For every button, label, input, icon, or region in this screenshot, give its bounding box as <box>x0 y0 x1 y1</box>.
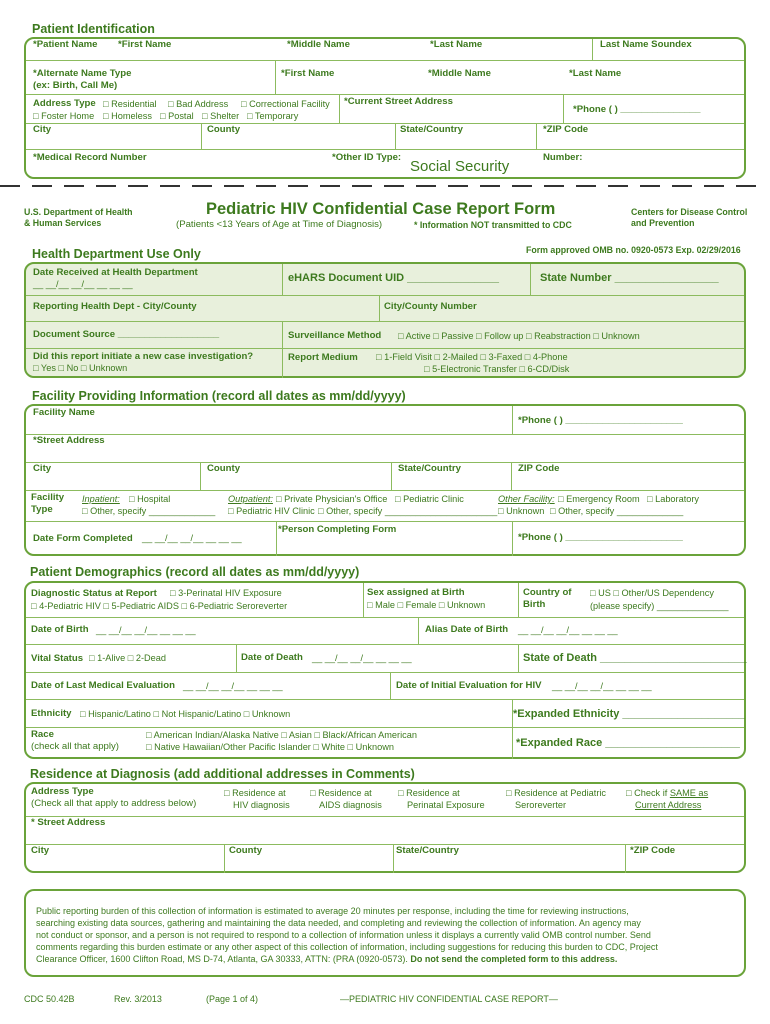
residential-checkbox[interactable]: □ Residential <box>103 99 157 109</box>
address-type-label: Address Type <box>33 98 96 109</box>
facility-unknown-checkbox[interactable]: □ Unknown <box>498 506 545 516</box>
initial-evaluation-field[interactable]: __ __/__ __/__ __ __ __ <box>552 681 652 691</box>
first-name-field[interactable]: *First Name <box>118 39 172 50</box>
zip-code-field[interactable]: *ZIP Code <box>543 124 589 135</box>
section-title-residence: Residence at Diagnosis (add additional addresses in Comments) <box>30 767 415 781</box>
correctional-facility-checkbox[interactable]: □ Correctional Facility <box>241 99 330 109</box>
residence-state-field[interactable]: State/Country <box>396 845 459 856</box>
alias-date-of-birth-field[interactable]: __ __/__ __/__ __ __ __ <box>518 625 618 635</box>
same-as-current-checkbox[interactable] <box>626 788 708 798</box>
inpatient-label: Inpatient: <box>82 494 120 504</box>
report-medium-options-1[interactable]: □ 1-Field Visit □ 2-Mailed □ 3-Faxed □ 4-Phone <box>376 352 568 362</box>
residence-city-field[interactable]: City <box>31 845 50 856</box>
alternate-name-example: (ex: Birth, Call Me) <box>33 80 118 91</box>
postal-checkbox[interactable]: □ Postal <box>160 111 194 121</box>
section-title-health-department: Health Department Use Only <box>32 247 201 261</box>
sex-at-birth-label: Sex assigned at Birth <box>367 587 465 598</box>
outpatient-label: Outpatient: <box>228 494 273 504</box>
other-id-type-label: *Other ID Type: <box>332 152 402 163</box>
current-street-address-field[interactable]: *Current Street Address <box>344 96 453 107</box>
last-name-field[interactable]: *Last Name <box>430 39 483 50</box>
surveillance-method-options[interactable]: □ Active □ Passive □ Follow up □ Reabstraction □ Unknown <box>398 331 640 341</box>
patient-name-label: *Patient Name <box>33 39 98 50</box>
burden-do-not-send: Do not send the completed form to this address. <box>410 954 618 964</box>
pediatric-clinic-checkbox[interactable]: □ Pediatric Clinic <box>395 494 464 504</box>
form-title: Pediatric HIV Confidential Case Report Form <box>206 200 556 218</box>
facility-state-field[interactable]: State/Country <box>398 463 461 474</box>
omb-approval: Form approved OMB no. 0920-0573 Exp. 02/29/2016 <box>526 245 741 255</box>
date-of-death-field[interactable]: __ __/__ __/__ __ __ __ <box>312 653 412 663</box>
other-facility-label: Other Facility: <box>498 494 555 504</box>
hospital-checkbox[interactable]: □ Hospital <box>129 494 171 504</box>
section-title-facility: Facility Providing Information (record all dates as mm/dd/yyyy) <box>32 389 406 403</box>
cdc-label-1: Centers for Disease Control <box>631 207 748 217</box>
residence-zip-field[interactable]: *ZIP Code <box>630 845 676 856</box>
ethnicity-options[interactable]: □ Hispanic/Latino □ Not Hispanic/Latino □ Unknown <box>80 709 291 719</box>
alt-last-name-field[interactable]: *Last Name <box>569 68 622 79</box>
expanded-race-field[interactable]: *Expanded Race ______________________ <box>516 737 740 749</box>
country-of-birth-label-1: Country of <box>523 587 572 598</box>
sex-at-birth-options[interactable]: □ Male □ Female □ Unknown <box>367 600 486 610</box>
residence-address-type-note: (Check all that apply to address below) <box>31 798 197 809</box>
hhs-label-1: U.S. Department of Health <box>24 207 133 217</box>
shelter-checkbox[interactable]: □ Shelter <box>202 111 240 121</box>
vital-status-options[interactable]: □ 1-Alive □ 2-Dead <box>89 653 166 663</box>
race-options-2[interactable]: □ Native Hawaiian/Other Pacific Islander □ White □ Unknown <box>146 742 394 752</box>
city-field[interactable]: City <box>33 124 52 135</box>
facility-type-label-2: Type <box>31 504 53 515</box>
revision-date: Rev. 3/2013 <box>114 994 162 1004</box>
race-label: Race <box>31 729 54 740</box>
last-medical-evaluation-label: Date of Last Medical Evaluation <box>31 680 175 691</box>
report-medium-label: Report Medium <box>288 352 358 363</box>
outpatient-other-checkbox[interactable]: □ Other, specify ______________________ <box>318 506 498 516</box>
residence-aids-diagnosis-label: AIDS diagnosis <box>319 800 382 810</box>
last-name-soundex-field[interactable]: Last Name Soundex <box>600 39 692 50</box>
race-options-1[interactable]: □ American Indian/Alaska Native □ Asian □ Black/African American <box>146 730 417 740</box>
date-of-death-label: Date of Death <box>241 652 303 663</box>
date-form-completed-field[interactable]: __ __/__ __/__ __ __ __ <box>142 533 242 543</box>
section-title-patient-identification: Patient Identification <box>32 22 155 36</box>
patient-phone-field[interactable]: *Phone ( ) _______________ <box>573 104 701 115</box>
date-of-birth-label: Date of Birth <box>31 624 89 635</box>
facility-county-field[interactable]: County <box>207 463 241 474</box>
residence-county-field[interactable]: County <box>229 845 263 856</box>
facility-street-address-field[interactable]: *Street Address <box>33 435 105 446</box>
report-medium-options-2[interactable]: □ 5-Electronic Transfer □ 6-CD/Disk <box>424 364 570 374</box>
hhs-label-2: & Human Services <box>24 218 102 228</box>
residence-seroreverter-checkbox[interactable]: □ Residence at Pediatric <box>506 788 607 798</box>
private-physician-office-checkbox[interactable]: □ Private Physician's Office <box>276 494 388 504</box>
other-id-type-value[interactable]: Social Security <box>410 158 510 175</box>
date-of-birth-field[interactable]: __ __/__ __/__ __ __ __ <box>96 625 196 635</box>
residence-street-address-field[interactable]: * Street Address <box>31 817 106 828</box>
country-of-birth-options[interactable]: □ US □ Other/US Dependency <box>590 588 714 598</box>
facility-phone-field[interactable]: *Phone ( ) ______________________ <box>518 415 683 426</box>
facility-name-field[interactable]: Facility Name <box>33 407 95 418</box>
last-medical-evaluation-field[interactable]: __ __/__ __/__ __ __ __ <box>183 681 283 691</box>
bad-address-checkbox[interactable]: □ Bad Address <box>168 99 229 109</box>
homeless-checkbox[interactable]: □ Homeless <box>103 111 152 121</box>
person-completing-form-field[interactable]: *Person Completing Form <box>278 524 397 535</box>
race-check-all-note: (check all that apply) <box>31 741 119 752</box>
diagnostic-status-label: Diagnostic Status at Report <box>31 588 157 599</box>
new-case-investigation-question: Did this report initiate a new case investigation? <box>33 351 254 362</box>
surveillance-method-label: Surveillance Method <box>288 330 382 341</box>
facility-type-label-1: Facility <box>31 492 65 503</box>
perinatal-hiv-exposure-checkbox[interactable]: □ 3-Perinatal HIV Exposure <box>170 588 282 598</box>
diagnostic-status-options[interactable]: □ 4-Pediatric HIV □ 5-Pediatric AIDS □ 6-Pediatric Seroreverter <box>31 601 288 611</box>
facility-zip-field[interactable]: ZIP Code <box>518 463 560 474</box>
city-county-number-field[interactable]: City/County Number <box>384 301 477 312</box>
burden-line-3: not conduct or sponsor, and a person is not required to respond to a collection of information unless it displays a currently valid OMB control number. Send <box>36 930 651 940</box>
residence-hiv-diagnosis-label: HIV diagnosis <box>233 800 290 810</box>
residence-hiv-diagnosis-checkbox[interactable]: □ Residence at <box>224 788 286 798</box>
burden-line-4: comments regarding this burden estimate or any other aspect of this collection of information, including suggestions for reducing this burden to CDC, Project <box>36 942 658 952</box>
country-of-birth-label-2: Birth <box>523 599 546 610</box>
same-as-current-prefix: □ Check if <box>626 788 670 798</box>
residence-seroreverter-label: Seroreverter <box>515 800 567 810</box>
pediatric-hiv-clinic-checkbox[interactable]: □ Pediatric HIV Clinic <box>228 506 315 516</box>
form-number: CDC 50.42B <box>24 994 75 1004</box>
date-form-completed-label: Date Form Completed <box>33 533 133 544</box>
other-facility-other-checkbox[interactable]: □ Other, specify _____________ <box>550 506 684 516</box>
burden-line-2: searching existing data sources, gathering and maintaining the data needed, and completing and reviewing the collection of information. An agency may <box>36 918 641 928</box>
burden-address: Clearance Officer, 1600 Clifton Road, MS D-74, Atlanta, GA 30333, ATTN: (PRA (0920-0573). <box>36 954 411 964</box>
county-field[interactable]: County <box>207 124 241 135</box>
ehars-document-uid-field[interactable]: eHARS Document UID _______________ <box>288 272 499 284</box>
expanded-ethnicity-field[interactable]: *Expanded Ethnicity ____________________ <box>513 708 745 720</box>
document-source-field[interactable]: Document Source ___________________ <box>33 329 220 340</box>
person-phone-field[interactable]: *Phone ( ) ______________________ <box>518 532 683 543</box>
same-as-label: SAME as <box>669 788 709 798</box>
state-number-field[interactable]: State Number _________________ <box>540 272 719 284</box>
reporting-health-dept-field[interactable]: Reporting Health Dept - City/County <box>33 301 197 312</box>
alias-date-of-birth-label: Alias Date of Birth <box>425 624 509 635</box>
form-subtitle: (Patients <13 Years of Age at Time of Diagnosis) <box>176 219 383 230</box>
medical-record-number-field[interactable]: *Medical Record Number <box>33 152 147 163</box>
residence-perinatal-exposure-label: Perinatal Exposure <box>407 800 485 810</box>
other-id-number-field[interactable]: Number: <box>543 152 583 163</box>
same-as-current-address-label: Current Address <box>635 800 702 810</box>
middle-name-field[interactable]: *Middle Name <box>287 39 350 50</box>
not-transmitted-note: * Information NOT transmitted to CDC <box>414 220 572 230</box>
facility-city-field[interactable]: City <box>33 463 52 474</box>
emergency-room-checkbox[interactable]: □ Emergency Room <box>558 494 640 504</box>
foster-home-checkbox[interactable]: □ Foster Home <box>33 111 95 121</box>
ethnicity-label: Ethnicity <box>31 708 72 719</box>
section-title-demographics: Patient Demographics (record all dates as mm/dd/yyyy) <box>30 565 360 579</box>
new-case-investigation-options[interactable]: □ Yes □ No □ Unknown <box>33 363 128 373</box>
state-of-death-field[interactable]: State of Death ________________________ <box>523 652 747 664</box>
page-indicator: (Page 1 of 4) <box>206 994 259 1004</box>
alt-middle-name-field[interactable]: *Middle Name <box>428 68 491 79</box>
burden-line-1: Public reporting burden of this collection of information is estimated to average 20 minutes per response, including the time for reviewing instructions, <box>36 906 629 916</box>
residence-address-type-label: Address Type <box>31 786 94 797</box>
date-received-label: Date Received at Health Department <box>33 267 198 278</box>
country-specify-field[interactable]: (please specify) ______________ <box>590 601 729 611</box>
alt-first-name-field[interactable]: *First Name <box>281 68 335 79</box>
residence-perinatal-exposure-checkbox[interactable]: □ Residence at <box>398 788 460 798</box>
inpatient-other-checkbox[interactable]: □ Other, specify _____________ <box>82 506 216 516</box>
vital-status-label: Vital Status <box>31 653 84 664</box>
alternate-name-type-field[interactable]: *Alternate Name Type <box>33 68 132 79</box>
state-country-field[interactable]: State/Country <box>400 124 463 135</box>
footer-title: —PEDIATRIC HIV CONFIDENTIAL CASE REPORT— <box>340 994 558 1004</box>
date-received-field[interactable]: __ __/__ __/__ __ __ __ <box>33 279 133 289</box>
laboratory-checkbox[interactable]: □ Laboratory <box>647 494 700 504</box>
residence-aids-diagnosis-checkbox[interactable]: □ Residence at <box>310 788 372 798</box>
temporary-checkbox[interactable]: □ Temporary <box>247 111 299 121</box>
burden-line-5 <box>36 954 617 964</box>
initial-evaluation-label: Date of Initial Evaluation for HIV <box>396 680 542 691</box>
cdc-label-2: and Prevention <box>631 218 695 228</box>
